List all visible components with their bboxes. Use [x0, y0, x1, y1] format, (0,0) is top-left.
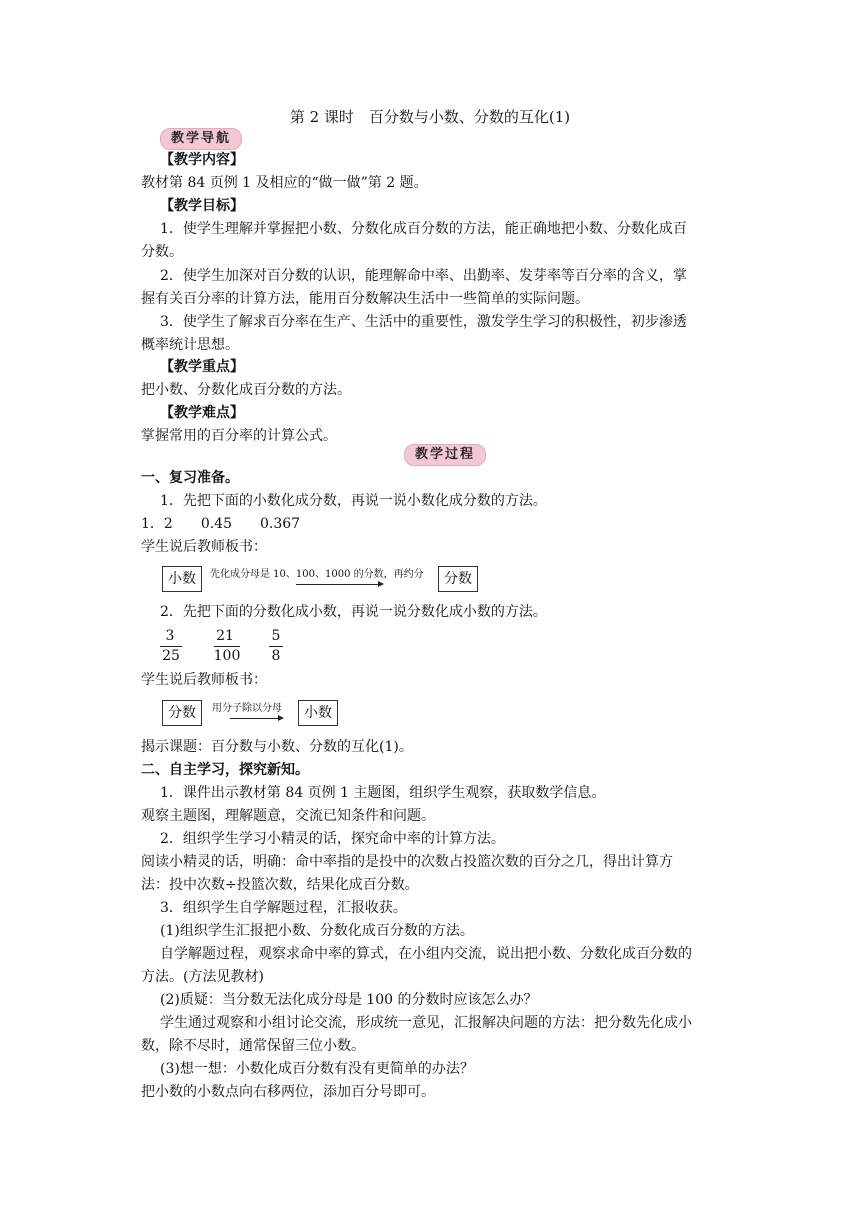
arrow-1-line — [296, 584, 380, 585]
fraction-2-numerator: 21 — [216, 628, 234, 644]
decimal-examples: 1．2 0.45 0.367 — [141, 516, 301, 532]
difficulty-heading: 【教学难点】 — [160, 405, 244, 421]
goal-2: 2．使学生加深对百分数的认识，能理解命中率、出勤率、发芽率等百分率的含义，掌 — [160, 268, 687, 284]
topic-reveal: 揭示课题：百分数与小数、分数的互化(1)。 — [141, 739, 413, 755]
arrow-1-icon — [378, 581, 384, 587]
step-1: 1．课件出示教材第 84 页例 1 主题图，组织学生观察，获取数学信息。 — [160, 785, 606, 801]
step-3-1-detail-cont: 方法。(方法见教材) — [141, 969, 264, 985]
goal-1: 1．使学生理解并掌握把小数、分数化成百分数的方法，能正确地把小数、分数化成百 — [160, 221, 687, 237]
step-3-1-detail: 自学解题过程，观察求命中率的算式，在小组内交流，说出把小数、分数化成百分数的 — [160, 946, 692, 962]
lesson-title: 第 2 课时 百分数与小数、分数的互化(1) — [289, 108, 571, 126]
goal-2-cont: 握有关百分率的计算方法，能用百分数解决生活中一些简单的实际问题。 — [141, 291, 589, 307]
difficulty-text: 掌握常用的百分率的计算公式。 — [141, 428, 337, 444]
goal-3-cont: 概率统计思想。 — [141, 337, 239, 353]
step-3: 3．组织学生自学解题过程，汇报收获。 — [160, 900, 407, 916]
step-3-1: (1)组织学生汇报把小数、分数化成百分数的方法。 — [160, 923, 474, 939]
step-2-detail: 阅读小精灵的话，明确：命中率指的是投中的次数占投篮次数的百分之几，得出计算方 — [141, 854, 673, 870]
decimal-box-2: 小数 — [298, 700, 338, 726]
arrow-2-icon — [278, 715, 284, 721]
conversion-note-2: 用分子除以分母 — [212, 703, 282, 714]
fraction-1-numerator: 3 — [165, 628, 175, 644]
step-2: 2．组织学生学习小精灵的话，探究命中率的计算方法。 — [160, 831, 505, 847]
section-2-heading: 二、自主学习，探究新知。 — [141, 762, 309, 778]
board-note-1: 学生说后教师板书： — [141, 539, 267, 555]
step-3-3: (3)想一想：小数化成百分数有没有更简单的办法？ — [160, 1061, 474, 1077]
goal-3: 3．使学生了解求百分率在生产、生活中的重要性，激发学生学习的积极性，初步渗透 — [160, 314, 687, 330]
step-3-2-detail: 学生通过观察和小组讨论交流，形成统一意见，汇报解决问题的方法：把分数先化成小 — [160, 1015, 692, 1031]
goal-1-cont: 分数。 — [141, 244, 183, 260]
goals-heading: 【教学目标】 — [160, 198, 244, 214]
section-1-heading: 一、复习准备。 — [141, 470, 239, 486]
review-item-2: 2．先把下面的分数化成小数，再说一说分数化成小数的方法。 — [160, 604, 547, 620]
teaching-process-badge: 教学过程 — [404, 444, 486, 466]
fraction-1-denominator: 25 — [162, 648, 180, 664]
fraction-3-numerator: 5 — [271, 628, 281, 644]
step-2-detail-cont: 法：投中次数÷投篮次数，结果化成百分数。 — [141, 877, 419, 893]
step-3-3-detail: 把小数的小数点向右移两位，添加百分号即可。 — [141, 1084, 435, 1100]
decimal-box: 小数 — [162, 566, 202, 592]
step-3-2-detail-cont: 数，除不尽时，通常保留三位小数。 — [141, 1038, 365, 1054]
step-1-detail: 观察主题图，理解题意，交流已知条件和问题。 — [141, 808, 435, 824]
review-item-1: 1．先把下面的小数化成分数，再说一说小数化成分数的方法。 — [160, 493, 547, 509]
fraction-3-denominator: 8 — [271, 648, 281, 664]
content-text: 教材第 84 页例 1 及相应的“做一做”第 2 题。 — [141, 175, 428, 191]
board-note-2: 学生说后教师板书： — [141, 672, 267, 688]
teaching-guide-badge: 教学导航 — [160, 128, 242, 150]
fraction-box-2: 分数 — [162, 700, 202, 726]
key-point-heading: 【教学重点】 — [160, 359, 244, 375]
content-heading: 【教学内容】 — [160, 152, 244, 168]
key-point-text: 把小数、分数化成百分数的方法。 — [141, 382, 351, 398]
fraction-box: 分数 — [438, 566, 478, 592]
step-3-2: (2)质疑：当分数无法化成分母是 100 的分数时应该怎么办？ — [160, 992, 538, 1008]
arrow-2-line — [230, 718, 280, 719]
conversion-note-1: 先化成分母是 10、100、1000 的分数，再约分 — [210, 569, 424, 580]
fraction-2-denominator: 100 — [213, 648, 241, 664]
